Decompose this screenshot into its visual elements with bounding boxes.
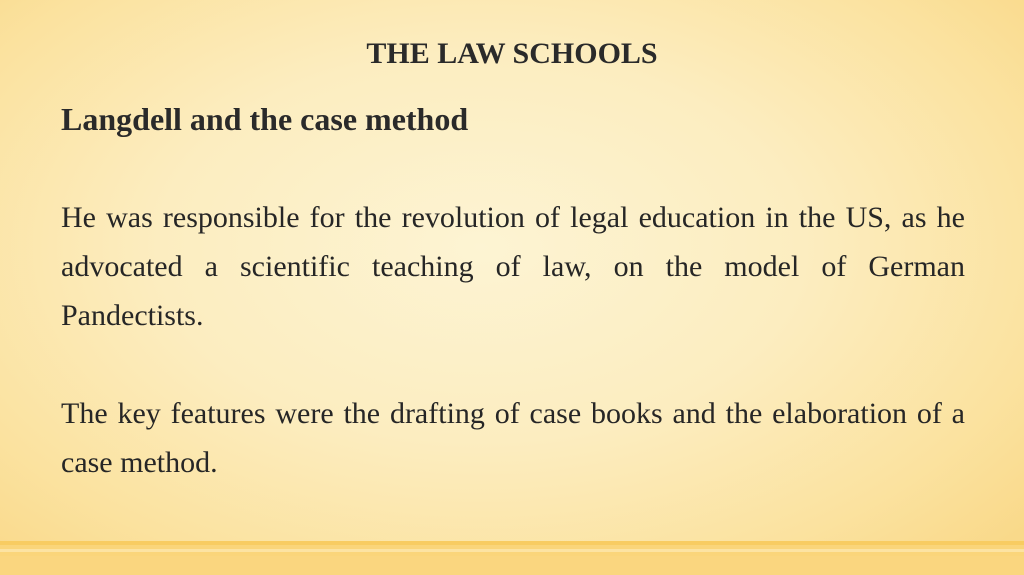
body-paragraph-1: He was responsible for the revolution of legal education in the US, as he advocated a scientific teaching of law, on the model of German Pandectists.	[61, 201, 965, 332]
body-paragraph-2: The key features were the drafting of case books and the elaboration of a case method.	[61, 397, 965, 479]
slide-subtitle: Langdell and the case method	[61, 101, 469, 137]
slide-title: THE LAW SCHOOLS	[366, 37, 658, 70]
footer-band-stripe-middle	[0, 549, 1024, 552]
footer-band-stripe-bottom	[0, 556, 1024, 575]
footer-band-stripe-top	[0, 541, 1024, 545]
